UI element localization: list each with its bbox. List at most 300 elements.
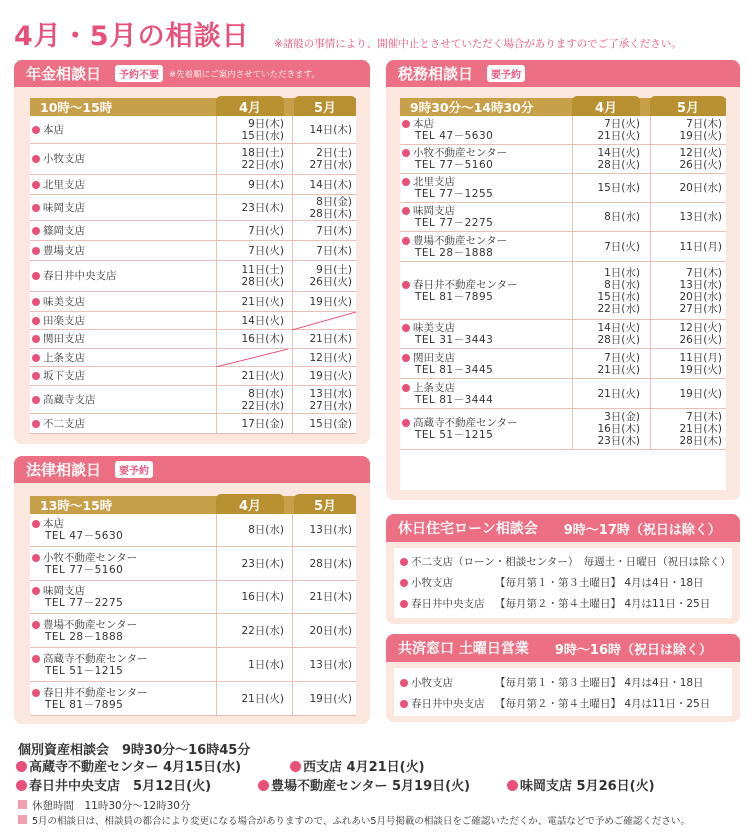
date-value: 13日(水) bbox=[309, 658, 352, 671]
branch-tel: TEL 81－3445 bbox=[415, 363, 494, 376]
shisan-line-1 bbox=[16, 756, 241, 775]
date-value: 15日(水) bbox=[241, 129, 284, 142]
date-value: 8日(水) bbox=[248, 524, 284, 536]
date-cell bbox=[216, 144, 288, 174]
date-value: 14日(木) bbox=[309, 178, 352, 191]
table-row bbox=[30, 648, 356, 682]
branch-cell bbox=[32, 386, 212, 413]
shisan-line-2c bbox=[507, 775, 655, 794]
table-row bbox=[30, 241, 356, 261]
branch-name bbox=[402, 235, 570, 247]
branch-name-text: 豊場支店 bbox=[43, 244, 85, 257]
bullet-icon bbox=[32, 587, 40, 595]
date-cell bbox=[216, 581, 288, 613]
date-value: 15日(金) bbox=[309, 417, 352, 430]
branch-cell bbox=[32, 261, 212, 291]
branch-name-text: 本店 bbox=[413, 118, 434, 130]
branch-name bbox=[402, 352, 570, 364]
date-value: 11日(月) bbox=[679, 351, 722, 364]
bullet-icon bbox=[402, 149, 410, 157]
branch-name bbox=[402, 147, 570, 159]
branch-name bbox=[32, 333, 212, 345]
houritsu-table bbox=[30, 496, 356, 716]
bullet-icon bbox=[402, 207, 410, 215]
houritsu-title: 法律相談日 bbox=[26, 461, 102, 479]
date-value: 14日(火) bbox=[597, 322, 640, 334]
date-value: 19日(火) bbox=[309, 692, 352, 705]
date-value: 18日(土) bbox=[241, 147, 284, 159]
date-cell bbox=[572, 232, 644, 261]
branch-name-text: 味岡支店 bbox=[413, 205, 455, 217]
date-value: 13日(水) bbox=[679, 278, 722, 291]
branch-name bbox=[32, 653, 212, 665]
date-value: 28日(木) bbox=[309, 557, 352, 570]
bullet-icon bbox=[400, 579, 408, 587]
table-row bbox=[30, 312, 356, 330]
bullet-icon bbox=[32, 247, 40, 255]
date-cell bbox=[650, 232, 726, 261]
shisan-3-name: 春日井中央支店 bbox=[29, 779, 121, 794]
date-cell bbox=[216, 241, 288, 260]
branch-cell bbox=[402, 145, 570, 173]
bullet-icon bbox=[402, 281, 410, 289]
date-cell bbox=[292, 682, 356, 715]
date-value: 21日(火) bbox=[241, 295, 284, 308]
branch-tel: TEL 81－7895 bbox=[45, 698, 124, 711]
date-value: 8日(水) bbox=[604, 211, 640, 223]
date-value: 13日(水) bbox=[679, 211, 722, 223]
footnote-2-text: 5月の相談日は、相談員の都合により変更になる場合がありますので、ふれあい5月号掲載の相談日をご確認いただくか、電話などで予めご確認ください。 bbox=[32, 816, 690, 827]
bullet-icon bbox=[402, 237, 410, 245]
date-cell bbox=[216, 614, 288, 647]
branch-name-text: 北里支店 bbox=[43, 178, 85, 191]
branch-name bbox=[32, 552, 212, 564]
branch-cell bbox=[402, 320, 570, 348]
date-value: 7日(木) bbox=[316, 244, 352, 257]
date-value: 7日(火) bbox=[604, 240, 640, 253]
table-row bbox=[30, 349, 356, 367]
date-value: 2日(土) bbox=[316, 147, 352, 159]
branch-name-text: 小牧支店 bbox=[43, 153, 85, 165]
date-cell bbox=[292, 547, 356, 580]
loan-line-3-detail: 【毎月第２・第４土曜日】 4月は11日・25日 bbox=[495, 598, 711, 610]
bullet-icon bbox=[402, 384, 410, 392]
table-row bbox=[400, 232, 726, 262]
branch-name bbox=[402, 382, 570, 394]
date-value: 12日(火) bbox=[679, 147, 722, 159]
date-cell bbox=[216, 367, 288, 385]
branch-cell bbox=[32, 414, 212, 433]
date-value: 20日(水) bbox=[679, 290, 722, 303]
table-row bbox=[30, 547, 356, 581]
date-value: 19日(火) bbox=[679, 130, 722, 142]
shisan-2-date: 4月21日(火) bbox=[346, 760, 425, 775]
bullet-icon bbox=[32, 298, 40, 306]
date-value: 27日(水) bbox=[309, 399, 352, 412]
table-row bbox=[30, 581, 356, 614]
date-cell bbox=[216, 312, 288, 329]
branch-cell bbox=[402, 349, 570, 378]
branch-name bbox=[402, 279, 570, 291]
branch-name-text: 味美支店 bbox=[413, 322, 455, 334]
branch-tel: TEL 81－7895 bbox=[415, 290, 494, 303]
date-cell bbox=[650, 145, 726, 173]
branch-name-text: 上条支店 bbox=[43, 351, 85, 364]
date-cell bbox=[572, 174, 644, 202]
houritsu-col-apr: 4月 bbox=[216, 494, 284, 514]
loan-line-2-detail: 【毎月第１・第３土曜日】 4月は4日・18日 bbox=[495, 577, 704, 589]
shisan-line-2b bbox=[258, 775, 470, 794]
date-cell bbox=[216, 682, 288, 715]
table-row bbox=[400, 203, 726, 232]
date-value: 21日(火) bbox=[241, 692, 284, 705]
branch-name-text: 味岡支店 bbox=[43, 201, 85, 214]
branch-cell bbox=[402, 116, 570, 144]
date-value: 7日(火) bbox=[604, 118, 640, 130]
shisan-line-2 bbox=[16, 775, 211, 794]
branch-cell bbox=[32, 292, 212, 311]
zeimu-col-apr: 4月 bbox=[572, 96, 640, 116]
branch-name-text: 小牧不動産センター bbox=[413, 147, 508, 159]
kyosai-title: 共済窓口 土曜日営業 bbox=[398, 641, 529, 657]
table-row bbox=[30, 144, 356, 175]
table-row bbox=[400, 349, 726, 379]
zeimu-col-may: 5月 bbox=[650, 96, 726, 116]
date-value: 15日(水) bbox=[597, 290, 640, 303]
date-cell bbox=[292, 292, 356, 311]
date-cell bbox=[650, 379, 726, 408]
date-cell bbox=[292, 175, 356, 194]
date-cell bbox=[650, 349, 726, 378]
date-cell bbox=[572, 349, 644, 378]
date-cell bbox=[650, 203, 726, 231]
branch-name bbox=[402, 417, 570, 429]
branch-cell bbox=[32, 330, 212, 348]
slash-line bbox=[292, 312, 356, 330]
date-value: 1日(水) bbox=[604, 266, 640, 279]
date-cell bbox=[216, 414, 288, 433]
bullet-icon bbox=[32, 621, 40, 629]
loan-line-2 bbox=[400, 575, 704, 590]
shisan-2-name: 西支店 bbox=[303, 760, 343, 775]
date-cell bbox=[650, 262, 726, 319]
kyosai-line-1-name: 小牧支店 bbox=[411, 677, 453, 689]
houritsu-header bbox=[14, 456, 370, 483]
loan-line-2-name: 小牧支店 bbox=[411, 577, 453, 589]
table-row bbox=[30, 195, 356, 221]
branch-cell bbox=[32, 144, 212, 174]
loan-line-3-name: 春日井中央支店 bbox=[411, 598, 485, 610]
branch-name-text: 高蔵寺不動産センター bbox=[43, 652, 148, 665]
date-value: 28日(火) bbox=[241, 276, 284, 288]
bullet-icon bbox=[32, 520, 40, 528]
date-cell bbox=[650, 409, 726, 449]
date-value: 16日(木) bbox=[241, 333, 284, 345]
branch-name-text: 上条支店 bbox=[413, 381, 455, 394]
date-cell bbox=[292, 648, 356, 681]
branch-cell bbox=[402, 409, 570, 449]
nenkin-panel bbox=[14, 60, 370, 444]
branch-cell bbox=[32, 581, 212, 613]
nenkin-badge: 予約不要 bbox=[115, 65, 163, 82]
branch-name-text: 高蔵寺不動産センター bbox=[413, 417, 518, 429]
bullet-icon bbox=[290, 761, 301, 772]
loan-time: 9時～17時（祝日は除く） bbox=[563, 522, 721, 538]
date-value: 7日(火) bbox=[248, 244, 284, 257]
date-cell bbox=[292, 195, 356, 220]
date-value: 16日(木) bbox=[241, 591, 284, 603]
date-value: 14日(火) bbox=[597, 147, 640, 159]
branch-name bbox=[402, 118, 570, 130]
date-cell bbox=[572, 320, 644, 348]
date-value: 7日(木) bbox=[316, 224, 352, 237]
date-value: 7日(木) bbox=[686, 118, 722, 130]
branch-cell bbox=[32, 614, 212, 647]
branch-cell bbox=[32, 349, 212, 366]
branch-cell bbox=[402, 379, 570, 408]
date-cell bbox=[572, 262, 644, 319]
branch-cell bbox=[32, 547, 212, 580]
bullet-icon bbox=[400, 700, 408, 708]
zeimu-time: 9時30分～14時30分 bbox=[410, 100, 534, 115]
bullet-icon bbox=[32, 317, 40, 325]
no-date-slash bbox=[292, 312, 356, 330]
branch-name-text: 本店 bbox=[43, 518, 64, 530]
loan-box bbox=[394, 548, 732, 618]
date-cell bbox=[572, 145, 644, 173]
date-value: 20日(水) bbox=[679, 182, 722, 194]
branch-tel: TEL 47－5630 bbox=[45, 530, 124, 542]
branch-cell bbox=[32, 312, 212, 329]
loan-line-3 bbox=[400, 596, 710, 611]
no-date-slash bbox=[216, 349, 288, 367]
branch-cell bbox=[32, 241, 212, 260]
table-row bbox=[30, 175, 356, 195]
table-row bbox=[400, 145, 726, 174]
zeimu-table bbox=[400, 98, 726, 490]
branch-name bbox=[402, 176, 570, 188]
table-row bbox=[30, 292, 356, 312]
date-cell bbox=[292, 386, 356, 413]
branch-cell bbox=[32, 648, 212, 681]
bullet-icon bbox=[507, 780, 518, 791]
table-row bbox=[30, 614, 356, 648]
footnote-1-text: 休憩時間 11時30分～12時30分 bbox=[32, 800, 191, 812]
table-row bbox=[400, 174, 726, 203]
branch-name-text: 味岡支店 bbox=[43, 585, 85, 597]
branch-cell bbox=[32, 195, 212, 220]
date-value: 9日(木) bbox=[248, 178, 284, 191]
date-cell bbox=[216, 292, 288, 311]
branch-cell bbox=[32, 175, 212, 194]
date-value: 22日(水) bbox=[241, 624, 284, 637]
date-value: 21日(火) bbox=[597, 363, 640, 376]
date-value: 13日(水) bbox=[309, 387, 352, 400]
branch-tel: TEL 77－2275 bbox=[415, 217, 494, 229]
date-value: 9日(木) bbox=[248, 117, 284, 130]
kyosai-time: 9時～16時（祝日は除く） bbox=[554, 642, 713, 658]
branch-name bbox=[402, 322, 570, 334]
date-cell bbox=[292, 261, 356, 291]
loan-line-1 bbox=[400, 554, 731, 569]
date-cell bbox=[650, 320, 726, 348]
nenkin-rows bbox=[30, 116, 356, 434]
branch-name bbox=[32, 124, 212, 136]
date-value: 15日(水) bbox=[597, 182, 640, 194]
branch-cell bbox=[32, 682, 212, 715]
date-cell bbox=[292, 614, 356, 647]
bullet-icon bbox=[32, 126, 40, 134]
branch-name-text: 不二支店 bbox=[43, 417, 85, 430]
date-cell bbox=[292, 221, 356, 240]
table-row bbox=[400, 116, 726, 145]
nenkin-col-apr: 4月 bbox=[216, 96, 284, 116]
date-value: 7日(木) bbox=[686, 411, 722, 423]
table-row bbox=[30, 514, 356, 547]
branch-tel: TEL 81－3444 bbox=[415, 393, 494, 406]
nenkin-col-may: 5月 bbox=[294, 96, 356, 116]
branch-tel: TEL 28－1888 bbox=[45, 630, 124, 643]
nenkin-time: 10時～15時 bbox=[40, 100, 113, 115]
date-cell bbox=[216, 116, 288, 143]
bullet-icon bbox=[400, 600, 408, 608]
kyosai-line-1-detail: 【毎月第１・第３土曜日】 4月は4日・18日 bbox=[495, 677, 704, 689]
date-value: 28日(火) bbox=[597, 159, 640, 171]
date-cell bbox=[292, 144, 356, 174]
date-cell bbox=[216, 330, 288, 348]
houritsu-panel bbox=[14, 456, 370, 724]
date-value: 9日(土) bbox=[316, 264, 352, 276]
zeimu-header bbox=[386, 60, 740, 87]
date-value: 12日(火) bbox=[309, 351, 352, 364]
branch-name bbox=[32, 687, 212, 699]
branch-tel: TEL 77－5160 bbox=[415, 159, 494, 171]
date-cell bbox=[650, 174, 726, 202]
branch-name-text: 田楽支店 bbox=[43, 314, 85, 327]
shisan-1-date: 4月15日(水) bbox=[163, 760, 242, 775]
branch-name bbox=[32, 518, 212, 530]
branch-cell bbox=[402, 203, 570, 231]
date-value: 28日(木) bbox=[309, 207, 352, 220]
branch-name bbox=[32, 153, 212, 165]
date-cell bbox=[572, 379, 644, 408]
date-value: 26日(火) bbox=[309, 276, 352, 288]
date-value: 16日(木) bbox=[597, 423, 640, 435]
date-cell bbox=[292, 116, 356, 143]
date-cell bbox=[216, 261, 288, 291]
bullet-icon bbox=[32, 272, 40, 280]
date-value: 22日(水) bbox=[241, 159, 284, 171]
date-cell bbox=[292, 241, 356, 260]
footnote-2 bbox=[18, 813, 690, 827]
zeimu-rows bbox=[400, 116, 726, 490]
branch-tel: TEL 28－1888 bbox=[415, 246, 494, 259]
shisan-4-name: 豊場不動産センター bbox=[271, 779, 388, 794]
table-row bbox=[30, 367, 356, 386]
date-value: 21日(木) bbox=[679, 423, 722, 435]
date-value: 26日(火) bbox=[679, 334, 722, 346]
houritsu-rows bbox=[30, 514, 356, 716]
date-value: 14日(木) bbox=[309, 123, 352, 136]
date-cell bbox=[292, 581, 356, 613]
kyosai-box bbox=[394, 668, 732, 716]
kyosai-line-2-name: 春日井中央支店 bbox=[411, 698, 485, 710]
branch-tel: TEL 47－5630 bbox=[415, 130, 494, 142]
date-value: 8日(金) bbox=[316, 195, 352, 208]
houritsu-badge: 要予約 bbox=[115, 461, 153, 478]
branch-name bbox=[32, 394, 212, 406]
branch-tel: TEL 51－1215 bbox=[415, 429, 494, 441]
table-row bbox=[400, 379, 726, 409]
branch-tel: TEL 31－3443 bbox=[415, 334, 494, 346]
cancellation-notice: ※諸般の事情により、開催中止とさせていただく場合がありますのでご了承ください。 bbox=[274, 38, 682, 50]
date-cell bbox=[216, 648, 288, 681]
date-cell bbox=[216, 221, 288, 240]
bullet-icon bbox=[402, 354, 410, 362]
branch-name bbox=[32, 619, 212, 631]
date-cell bbox=[216, 195, 288, 220]
date-cell bbox=[572, 203, 644, 231]
date-cell bbox=[216, 175, 288, 194]
date-value: 13日(水) bbox=[309, 524, 352, 536]
bullet-icon bbox=[32, 689, 40, 697]
bullet-icon bbox=[16, 761, 27, 772]
date-value: 17日(金) bbox=[241, 417, 284, 430]
date-value: 8日(水) bbox=[604, 278, 640, 291]
date-value: 21日(火) bbox=[597, 387, 640, 400]
branch-tel: TEL 77－5160 bbox=[45, 563, 124, 576]
branch-name bbox=[32, 179, 212, 191]
footnote-1 bbox=[18, 798, 190, 813]
bullet-icon bbox=[32, 227, 40, 235]
bullet-icon bbox=[32, 372, 40, 380]
date-value: 23日(木) bbox=[597, 435, 640, 447]
date-value: 19日(火) bbox=[679, 363, 722, 376]
branch-name-text: 関田支店 bbox=[413, 351, 455, 364]
loan-title: 休日住宅ローン相談会 bbox=[398, 521, 538, 537]
nenkin-note: ※先着順にご案内させていただきます。 bbox=[169, 69, 320, 80]
shisan-3-date: 5月12日(火) bbox=[133, 779, 212, 794]
date-value: 28日(木) bbox=[679, 435, 722, 447]
bullet-icon bbox=[32, 335, 40, 343]
bullet-icon bbox=[400, 679, 408, 687]
kyosai-panel bbox=[386, 634, 740, 722]
date-value: 22日(水) bbox=[241, 399, 284, 412]
bullet-icon bbox=[32, 204, 40, 212]
houritsu-time: 13時～15時 bbox=[40, 498, 113, 513]
kyosai-line-2 bbox=[400, 696, 710, 711]
date-value: 27日(水) bbox=[679, 302, 722, 315]
kyosai-line-1 bbox=[400, 675, 704, 690]
branch-name bbox=[32, 225, 212, 237]
date-cell bbox=[216, 514, 288, 546]
date-value: 1日(水) bbox=[248, 658, 284, 671]
table-row bbox=[30, 386, 356, 414]
bullet-icon bbox=[32, 181, 40, 189]
houritsu-col-may: 5月 bbox=[294, 494, 356, 514]
bullet-icon bbox=[258, 780, 269, 791]
date-cell bbox=[650, 116, 726, 144]
branch-name-text: 高蔵寺支店 bbox=[43, 393, 96, 406]
table-row bbox=[30, 221, 356, 241]
date-value: 23日(木) bbox=[241, 557, 284, 570]
date-cell bbox=[572, 116, 644, 144]
loan-panel bbox=[386, 514, 740, 624]
branch-name bbox=[32, 296, 212, 308]
date-cell bbox=[292, 514, 356, 546]
date-value: 11日(月) bbox=[679, 240, 722, 253]
bullet-icon bbox=[402, 178, 410, 186]
